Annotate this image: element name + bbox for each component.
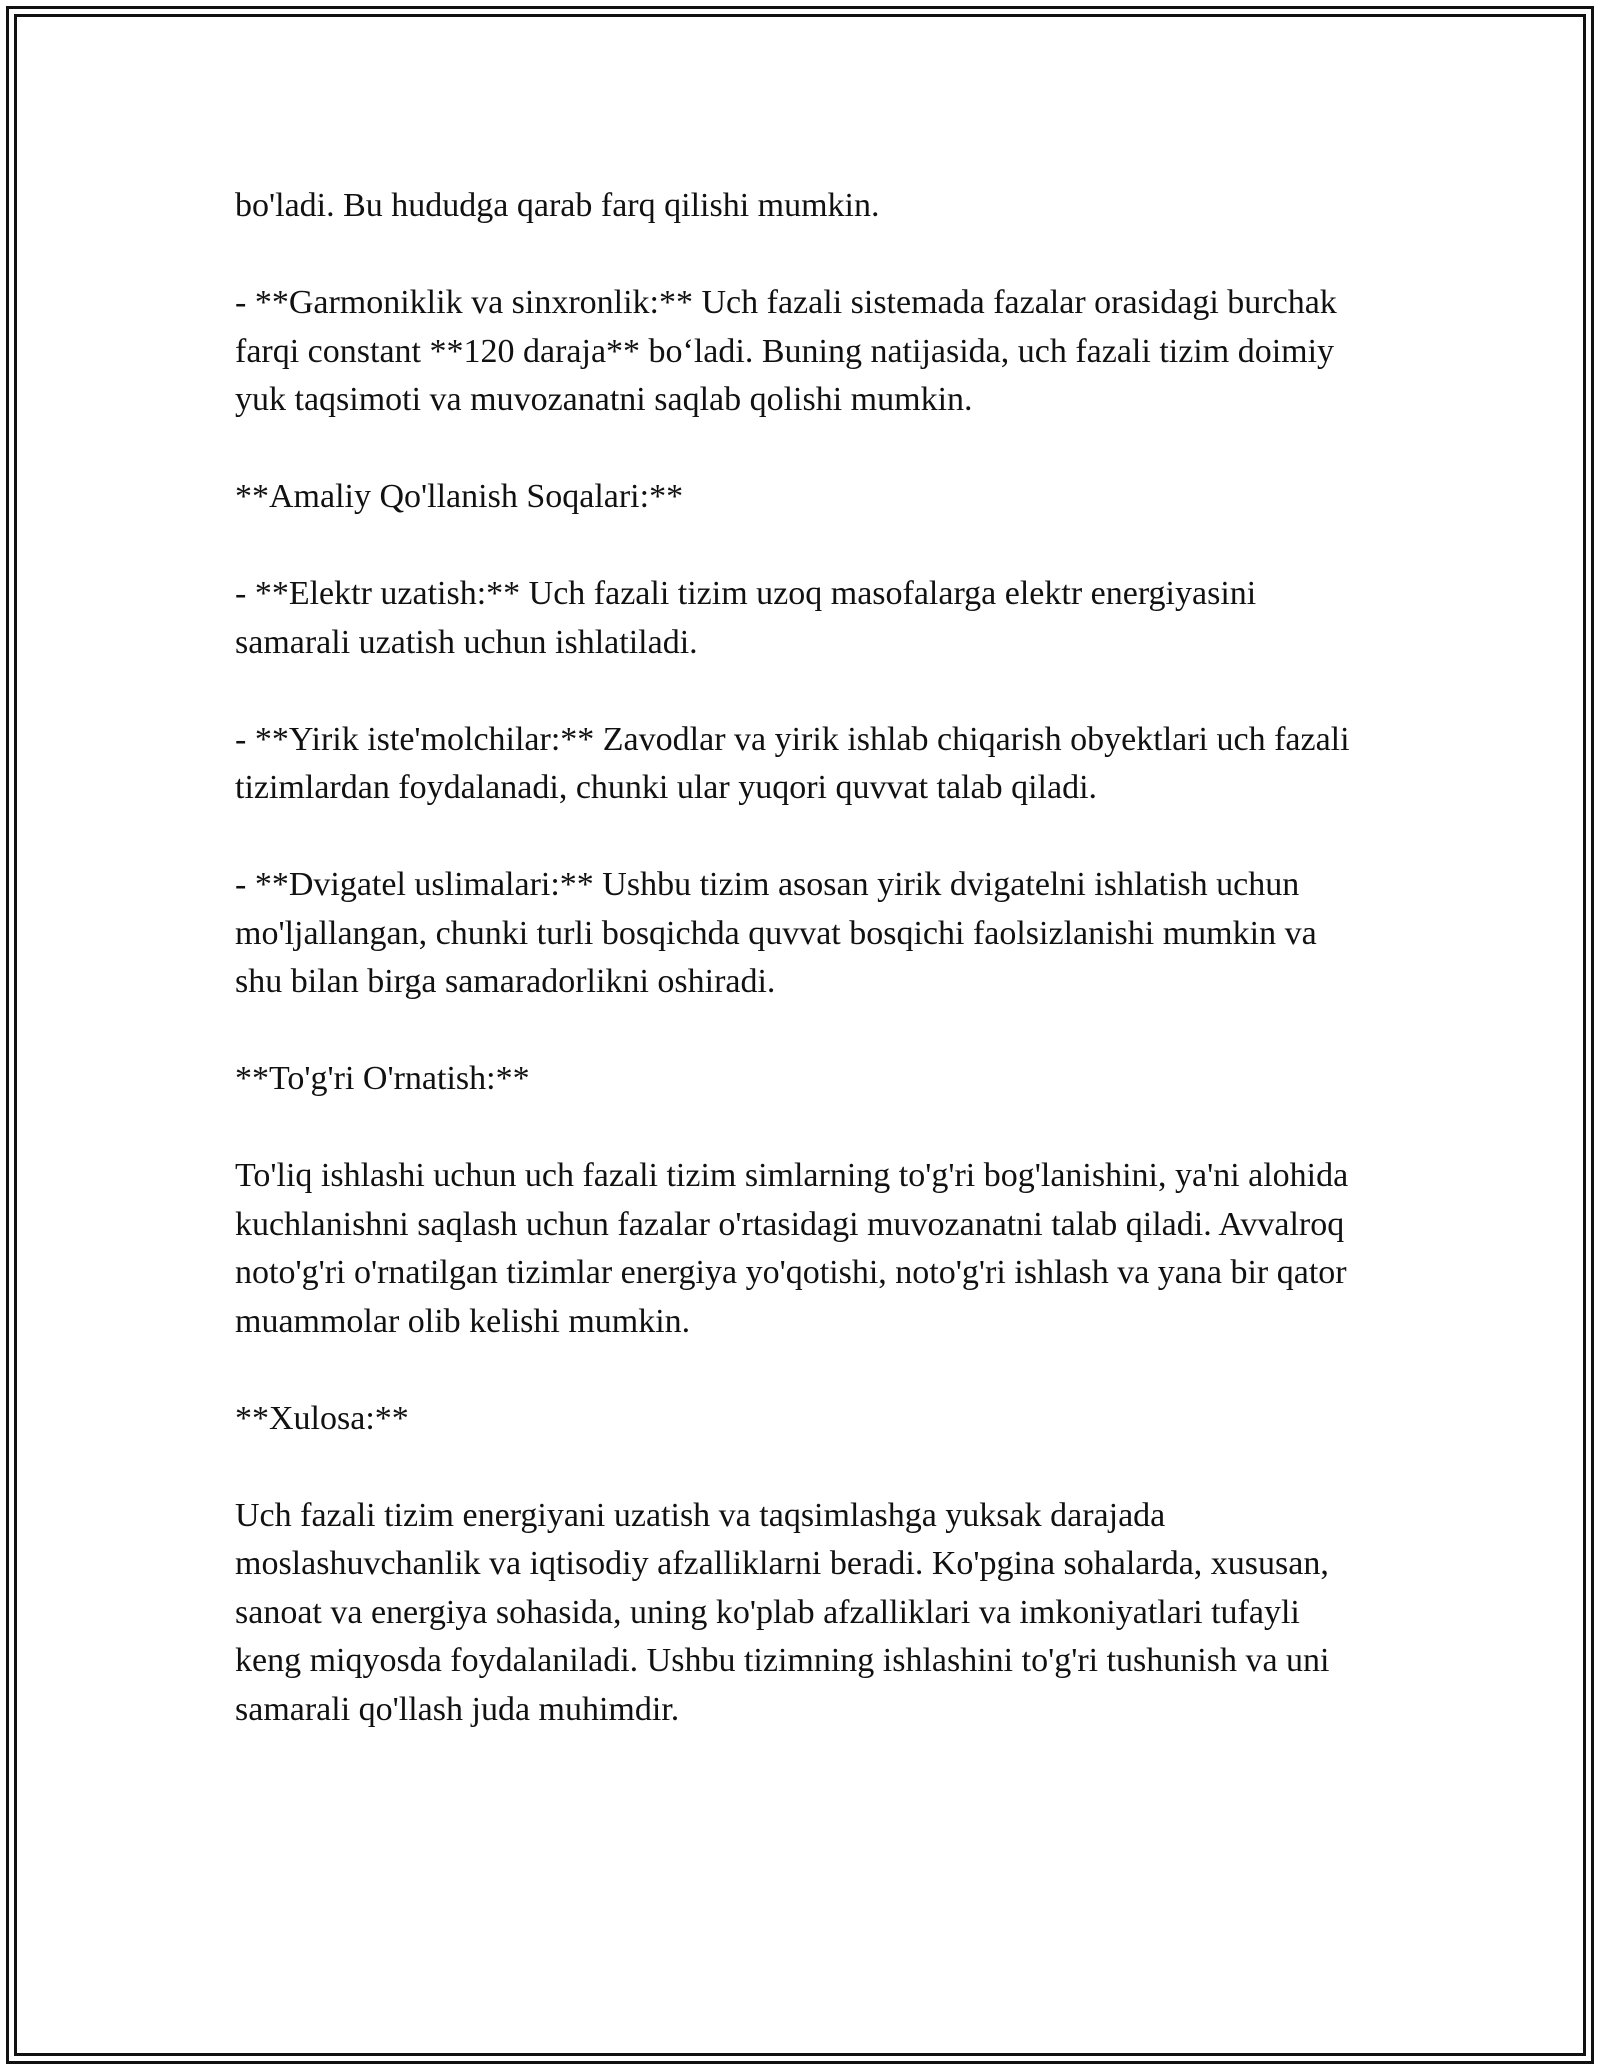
heading-practical-applications: **Amaliy Qo'llanish Soqalari:** (235, 478, 684, 515)
document-body (235, 182, 1370, 1734)
paragraph-installation: To'liq ishlashi uchun uch fazali tizim simlarning to'g'ri bog'lanishini, ya'ni alohida kuchlanishni saqlash uchun fazalar o'rtasidagi muvozanatni talab qiladi. Avvalroq noto'g'ri o'rnatilgan tizimlar energiya yo'qotishi, noto'g'ri ishlash va yana bir qator muammolar olib kelishi mumkin. (235, 1157, 1349, 1340)
paragraph-conclusion: Uch fazali tizim energiyani uzatish va taqsimlashga yuksak darajada moslashuvchanlik va iqtisodiy afzalliklarni beradi. Ko'pgina sohalarda, xususan, sanoat va energiya sohasida, uning ko'plab afzalliklari va imkoniyatlari tufayli keng miqyosda foydalaniladi. Ushbu tizimning ishlashini to'g'ri tushunish va uni samarali qo'llash juda muhimdir. (235, 1496, 1330, 1728)
bullet-harmonics-sync: - **Garmoniklik va sinxronlik:** Uch fazali sistemada fazalar orasidagi burchak farqi constant **120 daraja** bo‘ladi. Buning natijasida, uch fazali tizim doimiy yuk taqsimoti va muvozanatni saqlab qolishi mumkin. (235, 284, 1337, 418)
bullet-large-consumers: - **Yirik iste'molchilar:** Zavodlar va yirik ishlab chiqarish obyektlari uch fazali tizimlardan foydalanadi, chunki ular yuqori quvvat talab qiladi. (235, 720, 1350, 806)
heading-correct-installation: **To'g'ri O'rnatish:** (235, 1060, 530, 1097)
paragraph-continuation: bo'ladi. Bu hududga qarab farq qilishi mumkin. (235, 187, 880, 224)
heading-conclusion: **Xulosa:** (235, 1399, 409, 1437)
bullet-power-transmission: - **Elektr uzatish:** Uch fazali tizim uzoq masofalarga elektr energiyasini samarali uzatish uchun ishlatiladi. (235, 575, 1257, 661)
bullet-motor-usage: - **Dvigatel uslimalari:** Ushbu tizim asosan yirik dvigatelni ishlatish uchun mo'ljallangan, chunki turli bosqichda quvvat bosqichi faolsizlanishi mumkin va shu bilan birga samaradorlikni oshiradi. (235, 866, 1317, 1000)
